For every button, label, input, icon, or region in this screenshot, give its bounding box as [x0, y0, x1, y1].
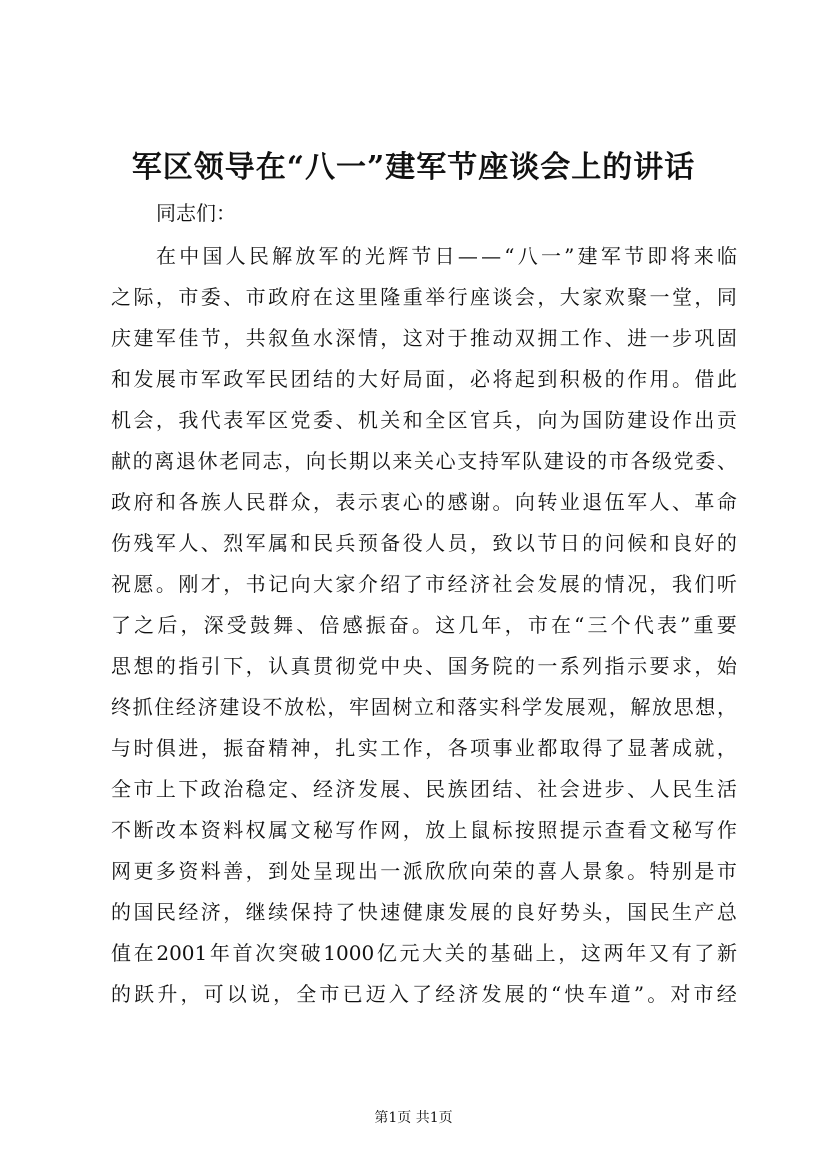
- text-line: 了 之 后 ， 深 受 鼓 舞 、 倍 感 振 奋 。 这 几 年 ， 市 在 “ 三 个 代 表 ” 重 要: [111, 613, 737, 637]
- text-line: 的 国 民 经 济 ， 继 续 保 持 了 快 速 健 康 发 展 的 良 好 势 头 ， 国 民 生 产 总: [111, 900, 737, 924]
- document-title: 军区领导在“八一”建军节座谈会上的讲话: [131, 150, 696, 185]
- text-line: 值 在 2001 年 首 次 突 破 1000 亿 元 大 关 的 基 础 上 ， 这 两 年 又 有 了 新: [111, 941, 737, 965]
- page-footer: 第1页 共1页: [374, 1110, 453, 1126]
- text-line: 机 会 ， 我 代 表 军 区 党 委 、 机 关 和 全 区 官 兵 ， 向 为 国 防 建 设 作 出 贡: [111, 408, 737, 432]
- text-line: 网 更 多 资 料 善 ， 到 处 呈 现 出 一 派 欣 欣 向 荣 的 喜 人 景 象 。 特 别 是 市: [111, 859, 737, 883]
- body-text: [111, 240, 737, 1019]
- text-line: 庆 建 军 佳 节 ， 共 叙 鱼 水 深 情 ， 这 对 于 推 动 双 拥 工 作 、 进 一 步 巩 固: [111, 326, 737, 350]
- text-line: 不 断 改 本 资 料 权 属 文 秘 写 作 网 ， 放 上 鼠 标 按 照 提 示 查 看 文 秘 写 作: [111, 818, 737, 842]
- greeting-text: 同志们：: [156, 201, 236, 225]
- text-line: 在 中 国 人 民 解 放 军 的 光 辉 节 日 — — “ 八 一 ” 建 军 节 即 将 来 临: [156, 244, 737, 268]
- text-line: 伤 残 军 人 、 烈 军 属 和 民 兵 预 备 役 人 员 ， 致 以 节 日 的 问 候 和 良 好 的: [111, 531, 737, 555]
- text-line: 思 想 的 指 引 下 ， 认 真 贯 彻 党 中 央 、 国 务 院 的 一 系 列 指 示 要 求 ， 始: [111, 654, 737, 678]
- text-line: 和 发 展 市 军 政 军 民 团 结 的 大 好 局 面 ， 必 将 起 到 积 极 的 作 用 。 借 此: [111, 367, 737, 391]
- text-line: 全 市 上 下 政 治 稳 定 、 经 济 发 展 、 民 族 团 结 、 社 会 进 步 、 人 民 生 活: [111, 777, 737, 801]
- text-line: 献 的 离 退 休 老 同 志 ， 向 长 期 以 来 关 心 支 持 军 队 建 设 的 市 各 级 党 委 、: [111, 449, 737, 473]
- text-line: 与 时 俱 进 ， 振 奋 精 神 ， 扎 实 工 作 ， 各 项 事 业 都 取 得 了 显 著 成 就 ，: [111, 736, 737, 760]
- text-line: 之 际 ， 市 委 、 市 政 府 在 这 里 隆 重 举 行 座 谈 会 ， 大 家 欢 聚 一 堂 ， 同: [111, 285, 737, 309]
- text-line: 的 跃 升 ， 可 以 说 ， 全 市 已 迈 入 了 经 济 发 展 的 “ 快 车 道 ” 。 对 市 经: [111, 982, 737, 1006]
- text-line: 祝 愿 。 刚 才 ， 书 记 向 大 家 介 绍 了 市 经 济 社 会 发 展 的 情 况 ， 我 们 听: [111, 572, 737, 596]
- text-line: 政 府 和 各 族 人 民 群 众 ， 表 示 衷 心 的 感 谢 。 向 转 业 退 伍 军 人 、 革 命: [111, 490, 737, 514]
- text-line: 终 抓 住 经 济 建 设 不 放 松 ， 牢 固 树 立 和 落 实 科 学 发 展 观 ， 解 放 思 想 ，: [111, 695, 737, 719]
